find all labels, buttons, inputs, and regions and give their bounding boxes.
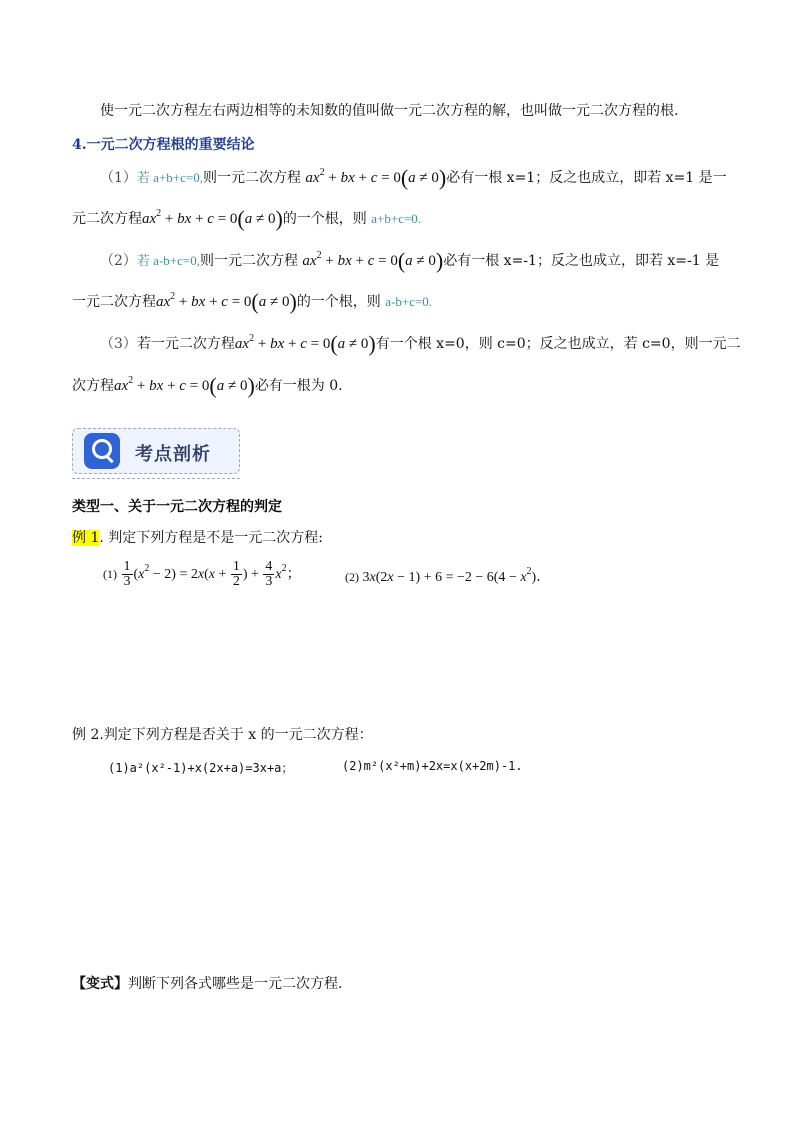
conclusion-2-line-2: 一元二次方程$ax^2$ + bx + c = 0(a ≠ 0)的一个根，则 a-b+c=0. bbox=[72, 289, 433, 314]
example-2-prompt: 例 2.判定下列方程是否关于 x 的一元二次方程： bbox=[72, 727, 373, 743]
conclusion-3-line-1: （3）若一元二次方程$ax^2$ + bx + c = 0(a ≠ 0)有一个根 x=0，则 c=0；反之也成立，若 c=0，则一元二 bbox=[100, 331, 741, 356]
conclusion-3-line-2: 次方程$ax^2$ + bx + c = 0(a ≠ 0)必有一根为 0. bbox=[72, 373, 343, 398]
quadratic-equation: $ax^2$ + bx + c = 0(a ≠ 0) bbox=[114, 373, 255, 398]
example-2-equation-2: (2)m²(x²+m)+2x=x(x+2m)-1. bbox=[342, 759, 523, 773]
example-2-equation-1: (1)a²(x²-1)+x(2x+a)=3x+a； bbox=[108, 761, 294, 775]
quadratic-equation: $ax^2$ + bx + c = 0(a ≠ 0) bbox=[234, 331, 376, 356]
conclusion-1-label: （1） bbox=[100, 170, 137, 186]
example-1-equation-1: (1) $\frac{1}{3}$ $(x^2 - 2) = 2x(x$ + $\frac{1}{2}$ ) + $\frac{4}{3}$ $x^2$； bbox=[103, 559, 301, 590]
banner-title: 考点剖析 bbox=[135, 444, 211, 465]
quadratic-equation: $ax^2$ + bx + c = 0(a ≠ 0) bbox=[156, 289, 297, 314]
conclusion-2-condition: 若 a-b+c=0, bbox=[136, 253, 200, 268]
conclusion-1-line-2: 元二次方程$ax^2$ + bx + c = 0(a ≠ 0)的一个根，则 a+b+c=0. bbox=[72, 206, 422, 231]
conclusion-3-label: （3） bbox=[100, 336, 137, 352]
magnifier-icon bbox=[84, 433, 120, 469]
quadratic-equation: $ax^2$ + bx + c = 0(a ≠ 0) bbox=[142, 206, 283, 231]
conclusion-1-line-1: （1）若 a+b+c=0,则一元二次方程 $ax^2$ + bx + c = 0(a ≠ 0)必有一根 x=1；反之也成立，即若 x=1 是一 bbox=[100, 165, 727, 190]
quadratic-equation: $ax^2$ + bx + c = 0(a ≠ 0) bbox=[305, 165, 447, 190]
example-1-equation-2: (2) $3x(2x - 1) + 6 = -2 - 6(4 - x^2)$． bbox=[345, 566, 551, 585]
variant-label: 【变式】 bbox=[72, 976, 128, 992]
definition-paragraph: 使一元二次方程左右两边相等的未知数的值叫做一元二次方程的解，也叫做一元二次方程的根. bbox=[100, 103, 679, 119]
variant-prompt: 【变式】判断下列各式哪些是一元二次方程. bbox=[72, 976, 343, 992]
conclusion-1-condition: 若 a+b+c=0, bbox=[136, 170, 203, 185]
example-1-prompt: 例 1. 判定下列方程是不是一元二次方程: bbox=[72, 530, 323, 546]
conclusion-2-line-1: （2）若 a-b+c=0,则一元二次方程 $ax^2$ + bx + c = 0(a ≠ 0)必有一根 x=-1；反之也成立，即若 x=-1 是 bbox=[100, 248, 720, 273]
conclusion-1-result: a+b+c=0. bbox=[371, 211, 422, 226]
banner-underline bbox=[72, 478, 240, 479]
conclusion-2-label: （2） bbox=[100, 253, 137, 269]
conclusion-2-result: a-b+c=0. bbox=[385, 294, 433, 309]
type-1-heading: 类型一、关于一元二次方程的判定 bbox=[72, 499, 282, 515]
quadratic-equation: $ax^2$ + bx + c = 0(a ≠ 0) bbox=[302, 248, 444, 273]
section-heading-4: 4.一元二次方程根的重要结论 bbox=[72, 137, 255, 153]
example-1-label: 例 1 bbox=[72, 530, 100, 546]
